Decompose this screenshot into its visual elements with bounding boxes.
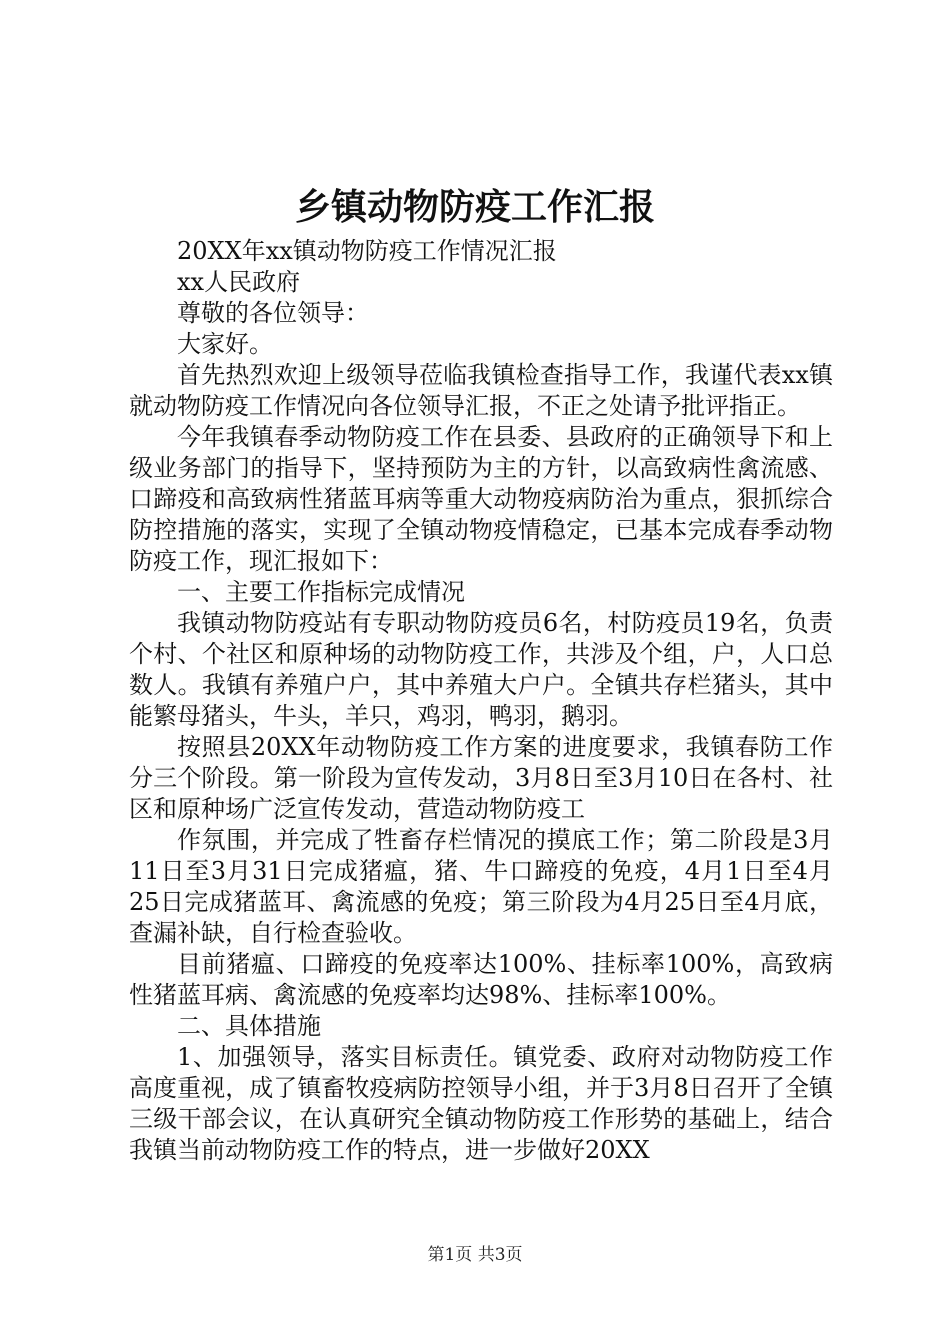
paragraph-overview: 今年我镇春季动物防疫工作在县委、县政府的正确领导下和上级业务部门的指导下，坚持预防为主的方针，以高致病性禽流感、口蹄疫和高致病性猪蓝耳病等重大动物疫病防治为重点，狠抓综合防控措施的落实，实现了全镇动物疫情稳定，已基本完成春季动物防疫工作，现汇报如下： — [129, 423, 833, 575]
paragraph-report-heading: 20XX年xx镇动物防疫工作情况汇报 — [177, 237, 557, 265]
section-heading-2: 二、具体措施 — [177, 1012, 321, 1040]
page-footer: 第1页 共3页 — [427, 1245, 523, 1265]
paragraph-measure-1: 1、加强领导，落实目标责任。镇党委、政府对动物防疫工作高度重视，成了镇畜牧疫病防控领导小组，并于3月8日召开了全镇三级干部会议，在认真研究全镇动物防疫工作形势的基础上，结合我镇当前动物防疫工作的特点，进一步做好20XX — [129, 1043, 833, 1164]
paragraph-stages-continued: 作氛围，并完成了牲畜存栏情况的摸底工作；第二阶段是3月11日至3月31日完成猪瘟，猪、牛口蹄疫的免疫，4月1日至4月25日完成猪蓝耳、禽流感的免疫；第三阶段为4月25日至4月底，查漏补缺，自行检查验收。 — [129, 826, 833, 947]
paragraph-salutation: 尊敬的各位领导： — [177, 299, 369, 327]
document-body — [129, 236, 833, 1166]
paragraph-greeting: 大家好。 — [177, 330, 273, 358]
paragraph-intro: 首先热烈欢迎上级领导莅临我镇检查指导工作，我谨代表xx镇就动物防疫工作情况向各位领导汇报，不正之处请予批评指正。 — [129, 361, 833, 420]
section-heading-1: 一、主要工作指标完成情况 — [177, 578, 465, 606]
document-title: 乡镇动物防疫工作汇报 — [294, 187, 655, 228]
paragraph-stages: 按照县20XX年动物防疫工作方案的进度要求，我镇春防工作分三个阶段。第一阶段为宣传发动，3月8日至3月10日在各村、社区和原种场广泛宣传发动，营造动物防疫工 — [129, 733, 833, 823]
paragraph-government: xx人民政府 — [177, 268, 301, 296]
paragraph-staff: 我镇动物防疫站有专职动物防疫员6名，村防疫员19名，负责个村、个社区和原种场的动物防疫工作，共涉及个组，户，人口总数人。我镇有养殖户户，其中养殖大户户。全镇共存栏猪头，其中能繁母猪头，牛头，羊只，鸡羽，鸭羽，鹅羽。 — [129, 609, 833, 730]
paragraph-rates: 目前猪瘟、口蹄疫的免疫率达100%、挂标率100%，高致病性猪蓝耳病、禽流感的免疫率均达98%、挂标率100%。 — [129, 950, 833, 1009]
